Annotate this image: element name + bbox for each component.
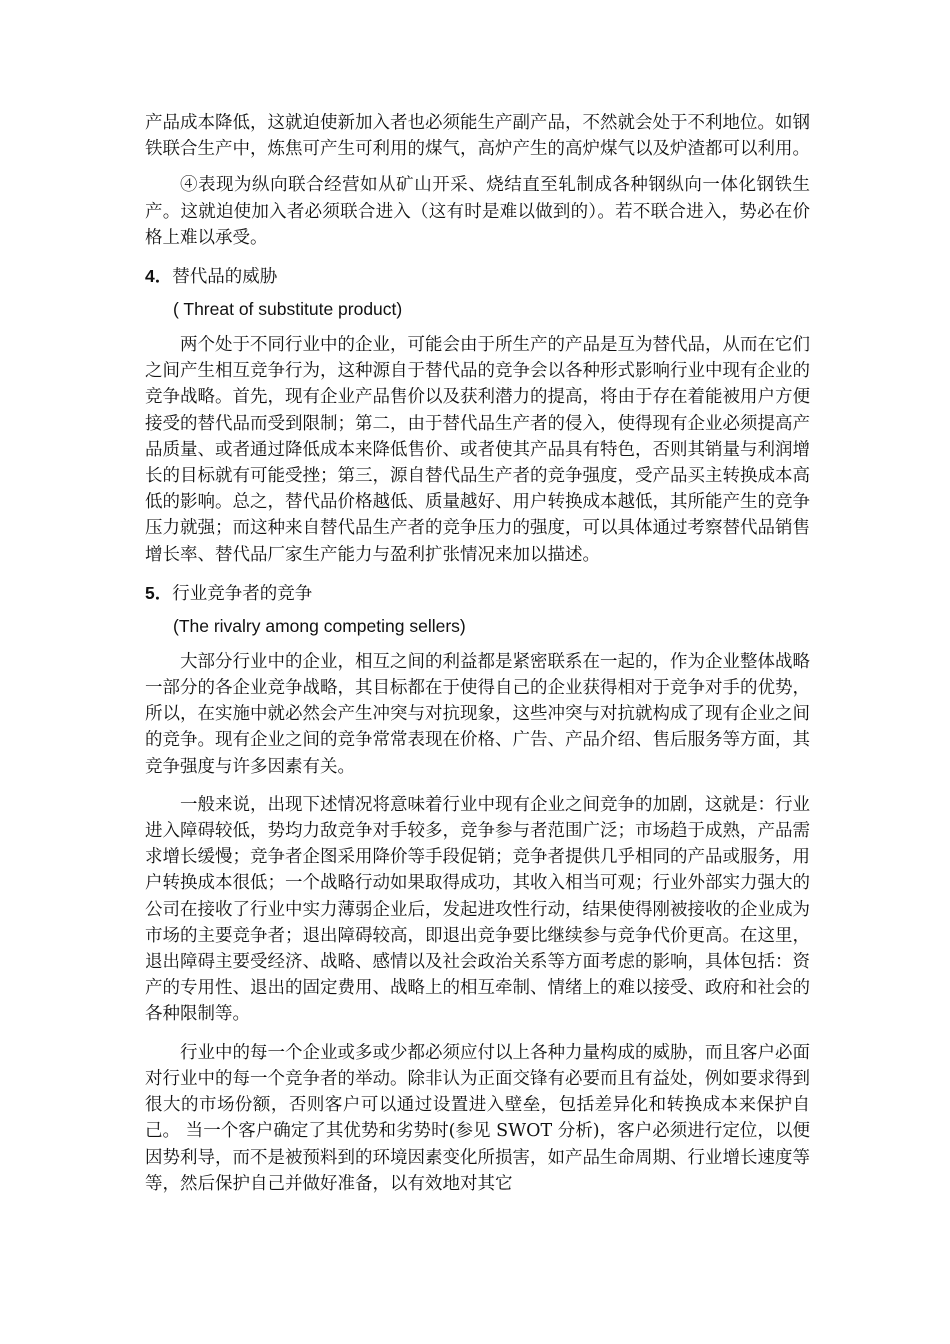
paragraph-rivalry-intro: 大部分行业中的企业，相互之间的利益都是紧密联系在一起的，作为企业整体战略一部分的各企业竞争战略，其目标都在于使得自己的企业获得相对于竞争对手的优势，所以，在实施中就必然会产生冲突与对抗现象，这些冲突与对抗就构成了现有企业之间的竞争。现有企业之间的竞争常常表现在价格、广告、产品介绍、售后服务等方面，其竞争强度与许多因素有关。 — [145, 651, 810, 777]
paragraph-byproduct-cost: 产品成本降低，这就迫使新加入者也必须能生产副产品，不然就会处于不利地位。如钢铁联合生产中，炼焦可产生可利用的煤气，高炉产生的高炉煤气以及炉渣都可以利用。 — [145, 113, 810, 160]
paragraph-rivalry-response: 行业中的每一个企业或多或少都必须应付以上各种力量构成的威胁，而且客户必面对行业中的每一个竞争者的举动。除非认为正面交锋有必要而且有益处，例如要求得到很大的市场份额，否则客户可以通过设置进入壁垒，包括差异化和转换成本来保护自己。 当一个客户确定了其优势和劣势时(参见 SWOT 分析)，客户必须进行定位，以便因势利导，而不是被预料到的环境因素变化所损害，如产品生命周期、行业增长速度等等，然后保护自己并做好准备，以有效地对其它 — [145, 1042, 810, 1194]
paragraph-substitute-threat: 两个处于不同行业中的企业，可能会由于所生产的产品是互为替代品，从而在它们之间产生相互竞争行为，这种源自于替代品的竞争会以各种形式影响行业中现有企业的竞争战略。首先，现有企业产品售价以及获利潜力的提高，将由于存在着能被用户方便接受的替代品而受到限制；第二，由于替代品生产者的侵入，使得现有企业必须提高产品质量、或者通过降低成本来降低售价、或者使其产品具有特色，否则其销量与利润增长的目标就有可能受挫；第三，源自替代品生产者的竞争强度，受产品买主转换成本高低的影响。总之，替代品价格越低、质量越好、用户转换成本越低，其所能产生的竞争压力就强；而这种来自替代品生产者的竞争压力的强度，可以具体通过考察替代品销售增长率、替代品厂家生产能力与盈利扩张情况来加以描述。 — [145, 335, 810, 565]
section-4-subtitle: ( Threat of substitute product) — [173, 299, 403, 320]
section-5-subtitle: (The rivalry among competing sellers) — [173, 615, 466, 636]
section-5-heading — [145, 580, 810, 607]
paragraph-rivalry-factors: 一般来说，出现下述情况将意味着行业中现有企业之间竞争的加剧，这就是：行业进入障碍较低，势均力敌竞争对手较多，竞争参与者范围广泛；市场趋于成熟，产品需求增长缓慢；竞争者企图采用降价等手段促销；竞争者提供几乎相同的产品或服务，用户转换成本很低；一个战略行动如果取得成功，其收入相当可观；行业外部实力强大的公司在接收了行业中实力薄弱企业后，发起进攻性行动，结果使得刚被接收的企业成为市场的主要竞争者；退出障碍较高，即退出竞争要比继续参与竞争代价更高。在这里，退出障碍主要受经济、战略、感情以及社会政治关系等方面考虑的影响，具体包括：资产的专用性、退出的固定费用、战略上的相互牵制、情绪上的难以接受、政府和社会的各种限制等。 — [145, 794, 810, 1025]
paragraph-vertical-integration: ④表现为纵向联合经营如从矿山开采、烧结直至轧制成各种钢纵向一体化钢铁生产。这就迫使加入者必须联合进入（这有时是难以做到的）。若不联合进入，势必在价格上难以承受。 — [145, 175, 810, 248]
section-5-title: 行业竞争者的竞争 — [172, 583, 313, 604]
section-5-number: 5． — [145, 582, 173, 603]
section-4-number: 4． — [145, 266, 173, 287]
document-page — [145, 110, 810, 1197]
section-4-heading — [145, 263, 810, 290]
section-4-title: 替代品的威胁 — [172, 267, 278, 288]
